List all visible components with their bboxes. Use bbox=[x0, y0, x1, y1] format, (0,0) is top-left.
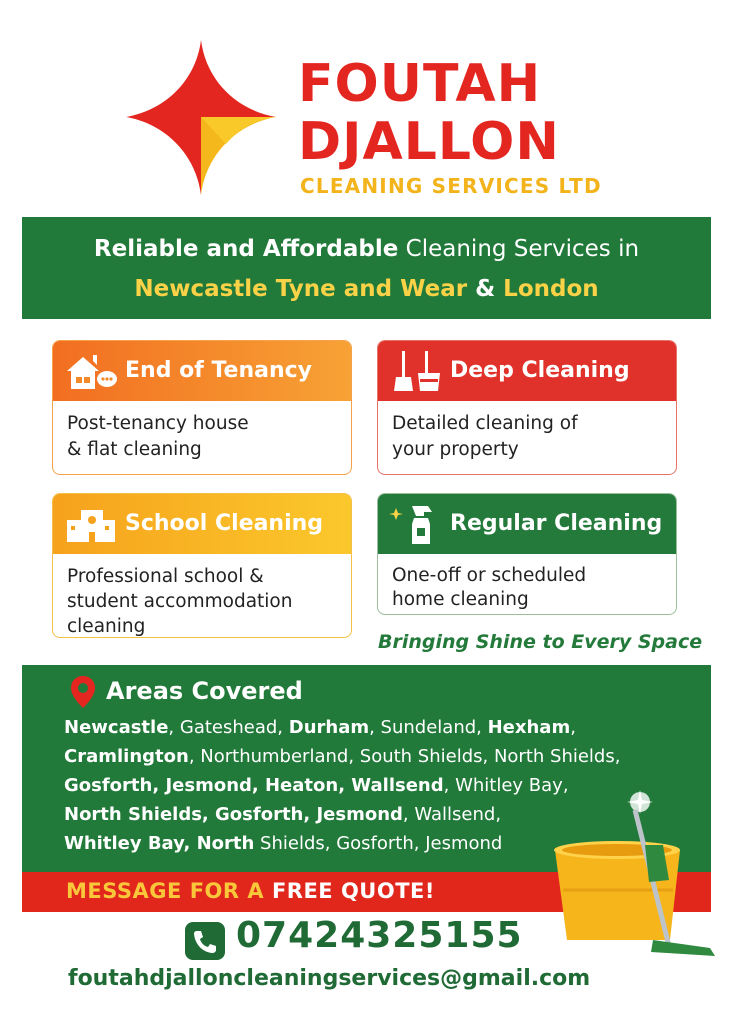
logo-star-icon bbox=[126, 40, 276, 195]
card-desc-line: student accommodation bbox=[67, 591, 293, 612]
card-desc-line: Professional school & bbox=[67, 566, 264, 587]
free-quote-text bbox=[66, 879, 435, 903]
area-segment: , Northumberland, South Shields, North Shields, bbox=[188, 746, 621, 767]
service-card-regular-cleaning bbox=[377, 493, 677, 615]
card-desc-line: One-off or scheduled bbox=[392, 565, 587, 586]
tagline-place1: Newcastle Tyne and Wear bbox=[134, 276, 468, 302]
area-segment: , Whitley Bay, bbox=[443, 775, 569, 796]
service-card-school-cleaning bbox=[52, 493, 352, 638]
tagline-bold: Reliable and Affordable bbox=[93, 236, 399, 262]
area-segment: Durham bbox=[288, 717, 370, 738]
cta-part1: MESSAGE FOR A bbox=[66, 879, 272, 903]
area-segment: North Shields, Gosforth, Jesmond bbox=[64, 804, 403, 825]
areas-line-5 bbox=[64, 831, 502, 857]
area-segment: Whitley Bay, North bbox=[64, 833, 255, 854]
card-header bbox=[53, 494, 351, 554]
area-segment: Hexham bbox=[487, 717, 571, 738]
tagline-line2 bbox=[22, 275, 711, 303]
slogan: Bringing Shine to Every Space bbox=[378, 631, 703, 653]
area-segment: , Sundeland, bbox=[369, 717, 488, 738]
service-card-end-of-tenancy bbox=[52, 340, 352, 475]
house-icon bbox=[63, 349, 119, 393]
brand-name-line2: DJALLON bbox=[298, 112, 560, 172]
areas-title: Areas Covered bbox=[106, 677, 303, 705]
brand-subtitle: CLEANING SERVICES LTD bbox=[300, 174, 602, 198]
tagline-amp: & bbox=[467, 276, 504, 302]
area-segment: , Gateshead, bbox=[168, 717, 289, 738]
location-pin-icon bbox=[70, 675, 96, 709]
card-title: School Cleaning bbox=[125, 511, 324, 536]
school-building-icon bbox=[63, 502, 119, 546]
tagline-place2: London bbox=[503, 276, 599, 302]
card-description bbox=[53, 554, 351, 638]
card-title: Regular Cleaning bbox=[450, 511, 663, 536]
area-segment: Gosforth, Jesmond, Heaton, Wallsend bbox=[64, 775, 444, 796]
card-description bbox=[53, 401, 351, 473]
card-title: Deep Cleaning bbox=[450, 358, 630, 383]
tagline-line1 bbox=[22, 235, 711, 263]
card-desc-line: Detailed cleaning of bbox=[392, 413, 578, 434]
area-segment: , Wallsend, bbox=[402, 804, 502, 825]
area-segment: , bbox=[570, 717, 576, 738]
area-segment: Newcastle bbox=[64, 717, 169, 738]
bucket-mop-icon bbox=[545, 790, 720, 965]
card-description bbox=[378, 554, 676, 615]
service-card-deep-cleaning bbox=[377, 340, 677, 475]
tagline-banner bbox=[22, 217, 711, 319]
card-desc-line: Post-tenancy house bbox=[67, 413, 249, 434]
broom-icon bbox=[388, 349, 444, 393]
cta-part2: FREE QUOTE! bbox=[271, 879, 435, 903]
areas-line-4 bbox=[64, 802, 501, 828]
card-header bbox=[378, 341, 676, 401]
phone-number[interactable]: 07424325155 bbox=[236, 915, 523, 956]
phone-icon bbox=[185, 922, 225, 960]
card-header bbox=[53, 341, 351, 401]
areas-line-3 bbox=[64, 773, 569, 799]
tagline-regular: Cleaning Services in bbox=[398, 236, 640, 262]
areas-line-1 bbox=[64, 715, 576, 741]
card-desc-line: home cleaning bbox=[392, 589, 529, 610]
spray-bottle-icon bbox=[388, 502, 444, 546]
area-segment: Cramlington bbox=[64, 746, 189, 767]
card-desc-line: cleaning bbox=[67, 616, 146, 637]
card-description bbox=[378, 401, 676, 473]
card-desc-line: your property bbox=[392, 439, 519, 460]
areas-line-2 bbox=[64, 744, 620, 770]
email-address[interactable]: foutahdjalloncleaningservices@gmail.com bbox=[68, 966, 591, 991]
card-title: End of Tenancy bbox=[125, 358, 312, 383]
brand-name-line1: FOUTAH bbox=[298, 54, 542, 114]
area-segment: Shields, Gosforth, Jesmond bbox=[254, 833, 503, 854]
card-desc-line: & flat cleaning bbox=[67, 439, 202, 460]
card-header bbox=[378, 494, 676, 554]
